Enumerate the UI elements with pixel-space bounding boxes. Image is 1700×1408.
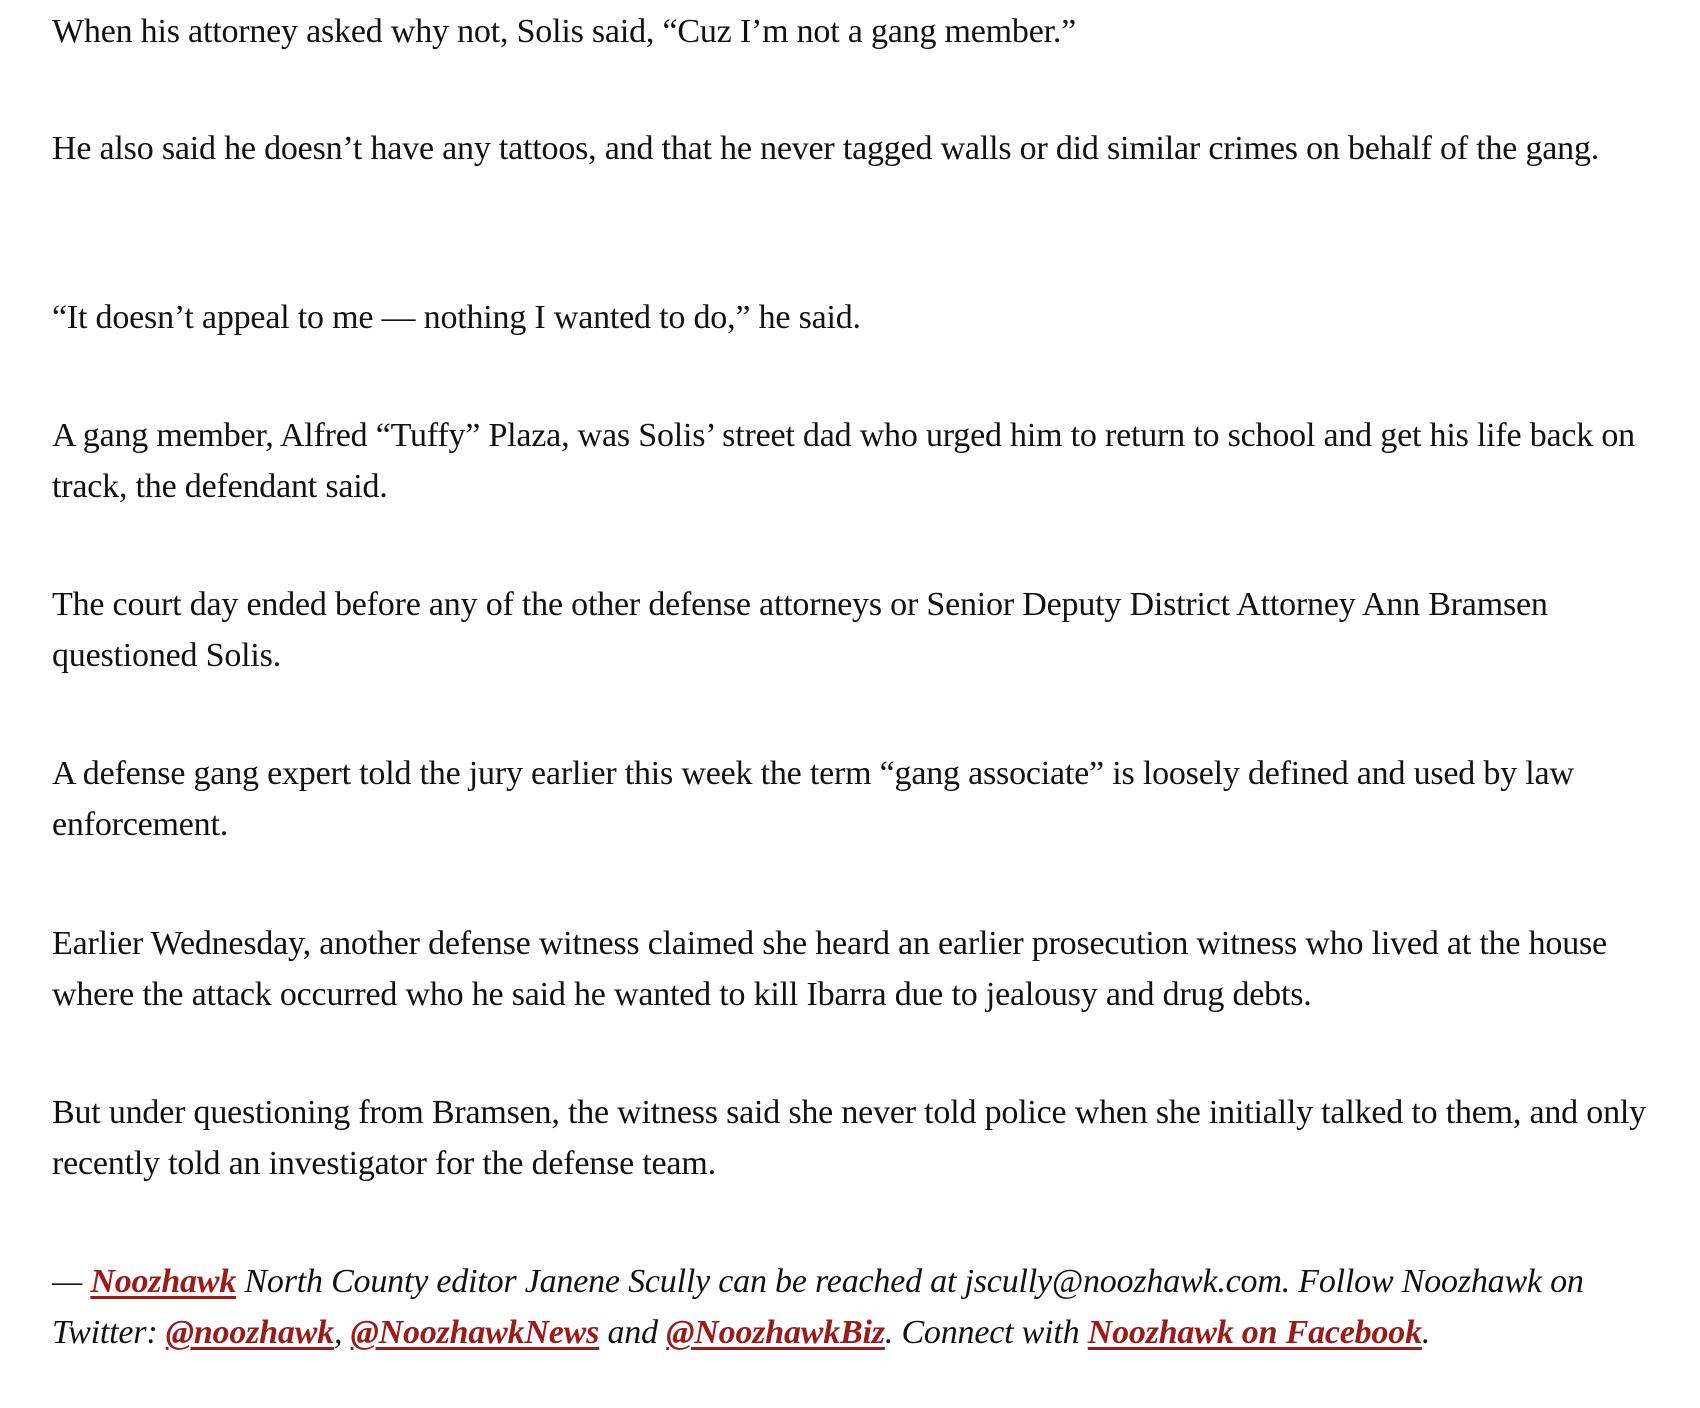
paragraph-1: When his attorney asked why not, Solis said, “Cuz I’m not a gang member.” [52,13,1077,50]
twitter-noozhawk-link[interactable]: @noozhawk [165,1314,334,1351]
paragraph-6: A defense gang expert told the jury earlier this week the term “gang associate” is loosely defined and used by law enforcement. [52,755,1574,843]
paragraph-3: “It doesn’t appeal to me — nothing I wanted to do,” he said. [52,299,861,336]
byline-period: . [1421,1314,1431,1351]
byline-connect: . Connect with [884,1314,1088,1351]
paragraph-8: But under questioning from Bramsen, the witness said she never told police when she initially talked to them, and only recently told an investigator for the defense team. [52,1094,1646,1182]
paragraph-2: He also said he doesn’t have any tattoos, and that he never tagged walls or did similar crimes on behalf of the gang. [52,130,1600,167]
byline-and: and [599,1314,667,1351]
byline-dash: — [52,1263,91,1300]
paragraph-4: A gang member, Alfred “Tuffy” Plaza, was Solis’ street dad who urged him to return to school and get his life back on track, the defendant said. [52,417,1635,505]
twitter-noozhawkbiz-link[interactable]: @NoozhawkBiz [666,1314,885,1351]
paragraph-7: Earlier Wednesday, another defense witness claimed she heard an earlier prosecution witness who lived at the house where the attack occurred who he said he wanted to kill Ibarra due to jealousy and drug debts. [52,925,1607,1013]
paragraph-5: The court day ended before any of the other defense attorneys or Senior Deputy District Attorney Ann Bramsen questioned Solis. [52,586,1548,674]
twitter-noozhawknews-link[interactable]: @NoozhawkNews [350,1314,600,1351]
noozhawk-link[interactable]: Noozhawk [90,1263,237,1300]
byline-text-contact: North County editor Janene Scully can be reached at jscully@noozhawk.com. Follow Noozhawk on Twitter: [52,1263,1584,1351]
byline-separator: , [333,1314,351,1351]
author-byline [52,1256,1612,1358]
facebook-link[interactable]: Noozhawk on Facebook [1087,1314,1422,1351]
